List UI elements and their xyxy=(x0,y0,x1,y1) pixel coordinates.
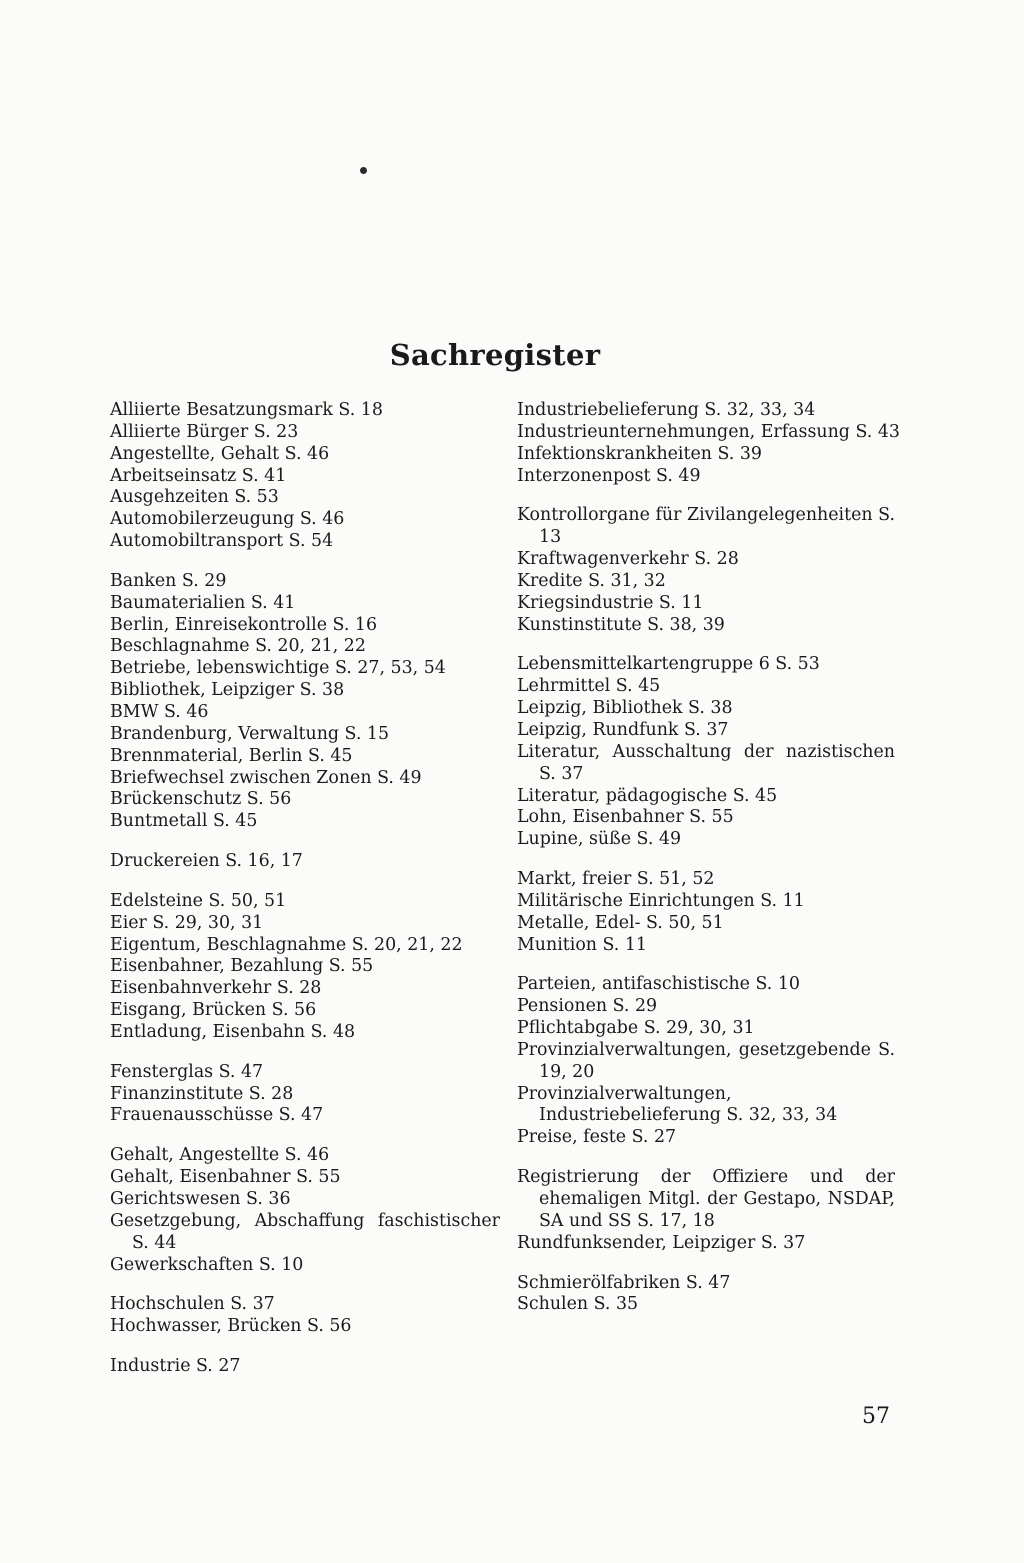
index-entry: Gesetzgebung, Abschaffung faschistischer S. 44 xyxy=(110,1210,500,1253)
index-entry: Arbeitseinsatz S. 41 xyxy=(110,465,287,486)
index-group xyxy=(110,1145,500,1276)
index-entry: Munition S. 11 xyxy=(517,934,647,955)
index-entry: Bibliothek, Leipziger S. 38 xyxy=(110,680,345,701)
index-entry: Schulen S. 35 xyxy=(517,1294,639,1315)
page-title: Sachregister xyxy=(389,338,601,372)
index-entry: Gewerkschaften S. 10 xyxy=(110,1254,304,1275)
index-group xyxy=(517,869,895,956)
index-entry: Alliierte Bürger S. 23 xyxy=(110,421,299,442)
index-entry: Leipzig, Bibliothek S. 38 xyxy=(517,698,733,719)
index-entry: Parteien, antifaschistische S. 10 xyxy=(517,974,800,995)
index-entry: Fensterglas S. 47 xyxy=(110,1061,264,1082)
index-entry: Lehrmittel S. 45 xyxy=(517,676,661,697)
index-entry: Angestellte, Gehalt S. 46 xyxy=(110,443,330,464)
index-entry: Automobiltransport S. 54 xyxy=(110,531,334,552)
index-entry: Automobilerzeugung S. 46 xyxy=(110,509,345,530)
index-entry: Industrie S. 27 xyxy=(110,1356,241,1377)
index-entry: Eier S. 29, 30, 31 xyxy=(110,912,264,933)
index-entry: Markt, freier S. 51, 52 xyxy=(517,869,715,890)
index-group xyxy=(110,571,500,833)
index-entry: Berlin, Einreisekontrolle S. 16 xyxy=(110,614,378,635)
index-entry: Eigentum, Beschlagnahme S. 20, 21, 22 xyxy=(110,934,463,955)
index-group xyxy=(110,851,500,873)
index-entry: Brennmaterial, Berlin S. 45 xyxy=(110,745,353,766)
index-entry: Militärische Einrichtungen S. 11 xyxy=(517,890,805,911)
index-entry: Leipzig, Rundfunk S. 37 xyxy=(517,719,729,740)
index-entry: Buntmetall S. 45 xyxy=(110,811,258,832)
index-group xyxy=(110,400,500,553)
ink-dot xyxy=(360,167,367,174)
index-group xyxy=(517,1273,895,1317)
index-entry: Registrierung der Offiziere und der ehemaligen Mitgl. der Gestapo, NSDAP, SA und SS S. 17, 18 xyxy=(517,1167,895,1231)
index-entry: Beschlagnahme S. 20, 21, 22 xyxy=(110,636,366,657)
index-entry: Rundfunksender, Leipziger S. 37 xyxy=(517,1232,806,1253)
index-entry: Lebensmittelkartengruppe 6 S. 53 xyxy=(517,654,820,675)
index-entry: Eisenbahner, Bezahlung S. 55 xyxy=(110,956,374,977)
index-entry: Brandenburg, Verwaltung S. 15 xyxy=(110,723,390,744)
index-entry: Kontrollorgane für Zivilangelegenheiten S. 13 xyxy=(517,505,895,548)
index-group xyxy=(110,1356,500,1378)
index-entry: Lupine, süße S. 49 xyxy=(517,829,682,850)
index-entry: BMW S. 46 xyxy=(110,701,209,722)
index-entry: Betriebe, lebenswichtige S. 27, 53, 54 xyxy=(110,658,446,679)
index-group xyxy=(517,1167,895,1254)
index-entry: Alliierte Besatzungsmark S. 18 xyxy=(110,400,383,420)
index-entry: Kunstinstitute S. 38, 39 xyxy=(517,614,725,635)
index-entry: Briefwechsel zwischen Zonen S. 49 xyxy=(110,767,422,788)
index-entry: Industriebelieferung S. 32, 33, 34 xyxy=(517,400,816,420)
index-entry: Hochwasser, Brücken S. 56 xyxy=(110,1316,352,1337)
index-entry: Preise, feste S. 27 xyxy=(517,1127,677,1148)
index-group xyxy=(517,505,895,636)
index-entry: Schmierölfabriken S. 47 xyxy=(517,1272,731,1293)
index-entry: Industrieunternehmungen, Erfassung S. 43 xyxy=(517,421,900,442)
index-entry: Kriegsindustrie S. 11 xyxy=(517,592,704,613)
index-entry: Kraftwagenverkehr S. 28 xyxy=(517,549,739,570)
index-column-left xyxy=(110,400,500,1396)
index-entry: Brückenschutz S. 56 xyxy=(110,789,292,810)
index-entry: Finanzinstitute S. 28 xyxy=(110,1083,294,1104)
index-entry: Eisgang, Brücken S. 56 xyxy=(110,1000,317,1021)
index-entry: Kredite S. 31, 32 xyxy=(517,570,666,591)
index-entry: Lohn, Eisenbahner S. 55 xyxy=(517,807,734,828)
index-entry: Hochschulen S. 37 xyxy=(110,1294,275,1315)
index-group xyxy=(517,654,895,851)
index-entry: Infektionskrankheiten S. 39 xyxy=(517,443,762,464)
index-entry: Ausgehzeiten S. 53 xyxy=(110,487,279,508)
index-entry: Pflichtabgabe S. 29, 30, 31 xyxy=(517,1018,755,1039)
index-entry: Pensionen S. 29 xyxy=(517,996,658,1017)
index-group xyxy=(517,400,900,487)
index-entry: Entladung, Eisenbahn S. 48 xyxy=(110,1021,356,1042)
index-entry: Eisenbahnverkehr S. 28 xyxy=(110,978,322,999)
index-entry: Interzonenpost S. 49 xyxy=(517,465,701,486)
index-group xyxy=(517,974,895,1149)
index-entry: Provinzialverwaltungen, Industriebelieferung S. 32, 33, 34 xyxy=(517,1083,838,1126)
page-number: 57 xyxy=(862,1404,890,1429)
index-entry: Metalle, Edel- S. 50, 51 xyxy=(517,912,724,933)
index-entry: Literatur, Ausschaltung der nazistischen S. 37 xyxy=(517,741,895,784)
index-entry: Gehalt, Eisenbahner S. 55 xyxy=(110,1167,341,1188)
index-entry: Gerichtswesen S. 36 xyxy=(110,1189,291,1209)
index-group xyxy=(110,1062,500,1128)
index-group xyxy=(110,1294,500,1338)
index-entry: Gehalt, Angestellte S. 46 xyxy=(110,1145,330,1166)
index-entry: Provinzialverwaltungen, gesetzgebende S. 19, 20 xyxy=(517,1039,895,1082)
index-entry: Banken S. 29 xyxy=(110,570,227,591)
index-entry: Druckereien S. 16, 17 xyxy=(110,851,303,872)
index-column-right xyxy=(517,400,900,1334)
index-entry: Edelsteine S. 50, 51 xyxy=(110,890,287,911)
index-entry: Literatur, pädagogische S. 45 xyxy=(517,785,778,806)
index-entry: Baumaterialien S. 41 xyxy=(110,592,296,613)
index-group xyxy=(110,891,500,1044)
index-entry: Frauenausschüsse S. 47 xyxy=(110,1105,324,1126)
